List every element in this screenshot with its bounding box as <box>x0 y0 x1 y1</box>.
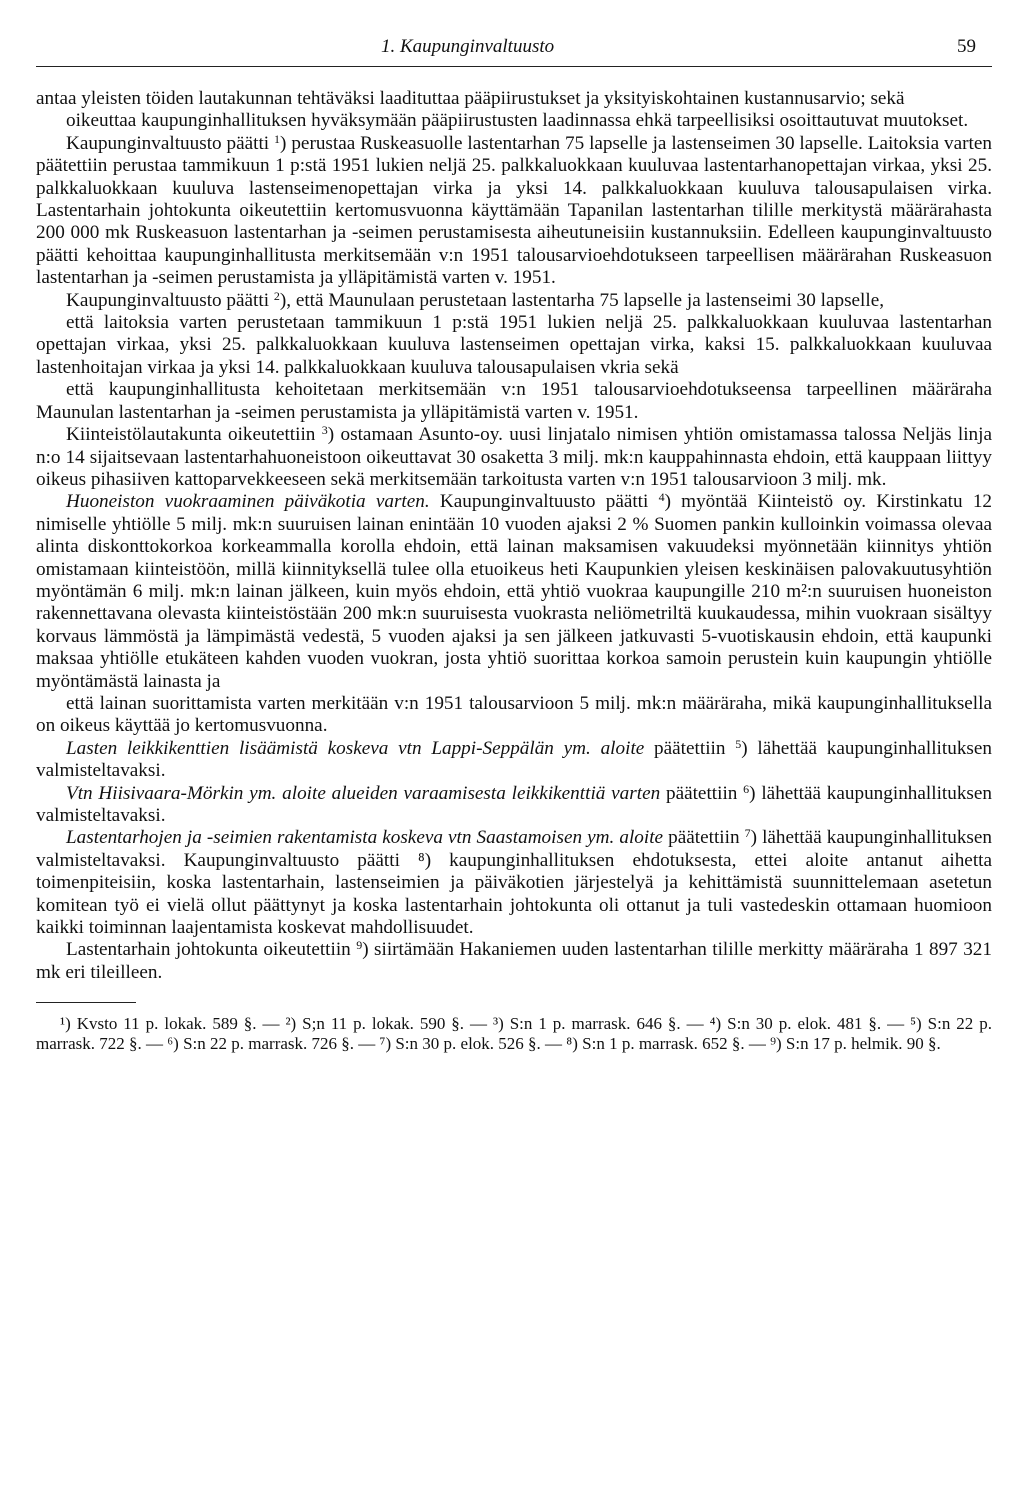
footnotes <box>36 1014 992 1053</box>
footnote-text: ¹) Kvsto 11 p. lokak. 589 §. — ²) S;n 11 p. lokak. 590 §. — ³) S:n 1 p. marrask. 646 §. — ⁴) S:n 30 p. elok. 481 §. — ⁵) S:n 22 p. marrask. 722 §. — ⁶) S:n 22 p. marrask. 726 §. — ⁷) S:n 30 p. elok. 526 §. — ⁸) S:n 1 p. marrask. 652 §. — ⁹) S:n 17 p. helmik. 90 §. <box>36 1014 992 1053</box>
paragraph: Lasten leikkikenttien lisäämistä koskeva vtn Lappi-Seppälän ym. aloite päätettiin $^5$) lähettää kaupunginhallituksen valmisteltavaksi. <box>36 736 992 782</box>
body-text <box>36 88 992 984</box>
paragraph: Kiinteistölautakunta oikeutettiin $^3$) ostamaan Asunto-oy. uusi linjatalo nimisen yhtiön omistamassa talossa Neljäs linja n:o 14 sijaitsevaan lastentarhahuoneistoon oikeuttavat 30 osaketta 3 milj. mk:n kauppahinnasta ehdoin, että kauppaan liittyy oikeus pihasiiven kattoparvekkeeseen sekä merkitsemään tarkoitusta varten v:n 1951 talousarvioon 3 milj. mk. <box>36 423 992 490</box>
paragraph: Kaupunginvaltuusto päätti $^1$) perustaa Ruskeasuolle lastentarhan 75 lapselle ja lastenseimen 30 lapselle. Laitoksia varten päätettiin perustaa tammikuun 1 p:stä 1951 lukien neljä 25. palkkaluokkaan kuuluvaa lastentarhanopettajan virkaa, yksi 25. palkkaluokkaan kuuluva lastenseimenopettajan virka ja yksi 14. palkkaluokkaan kuuluva talousapulaisen virka. Lastentarhain johtokunta oikeutettiin kertomusvuonna käyttämään Tapanilan lastentarhan tilille merkitystä määrärahasta 200 000 mk Ruskeasuon lastentarhan ja -seimen perustamisesta aiheutuneisiin kustannuksiin. Edelleen kaupunginvaltuusto päätti kehoittaa kaupunginhallitusta merkitsemään v:n 1951 talousarvioehdotukseen tarpeellisen määrärahan Ruskeasuon lastentarhan ja -seimen perustamista ja ylläpitämistä varten v. 1951. <box>36 131 992 289</box>
page-header <box>36 36 992 66</box>
paragraph: että lainan suorittamista varten merkitään v:n 1951 talousarvioon 5 milj. mk:n määräraha, mikä kaupunginhallituksella on oikeus käyttää jo kertomusvuonna. <box>36 692 992 737</box>
paragraph: Huoneiston vuokraaminen päiväkotia varten. Kaupunginvaltuusto päätti $^4$) myöntää Kiinteistö oy. Kirstinkatu 12 nimiselle yhtiölle 5 milj. mk:n suuruisen lainan enintään 10 vuoden ajaksi 2 % Suomen pankin kulloinkin voimassa olevaa alinta diskonttokorkoa korkeammalla korolla ehdoin, että lainan maksamisen vakuudeksi myönnetään kiinnitys yhtiön omistamaan kiinteistöön, millä kiinnityksellä tulee olla etuoikeus heti Kaupunkien yleisen keskinäisen palovakuutusyhtiön myöntämän 6 milj. mk:n lainan jälkeen, kuin myös ehdoin, että yhtiö vuokraa kaupungille 210 m²:n suuruisen huoneiston rakennettavana olevasta kiinteistöstään 200 mk:n suuruisesta vuokrasta neliömetriltä kuukaudessa, mihin vuokraan sisältyy korvaus lämmöstä ja lämpimästä vedestä, 5 vuoden ajaksi ja sen jälkeen jatkuvasti 5-vuotiskausin ehdoin, että kaupunki maksaa yhtiölle etukäteen kahden vuoden vuokran, josta yhtiö suorittaa korkoa samoin perustein kuin kaupungin yhtiölle myöntämästä lainasta ja <box>36 490 993 692</box>
paragraph: antaa yleisten töiden lautakunnan tehtäväksi laadituttaa pääpiirustukset ja yksityiskohtainen kustannusarvio; sekä <box>36 88 905 109</box>
header-rule <box>36 66 992 67</box>
paragraph: Kaupunginvaltuusto päätti $^2$), että Maunulaan perustetaan lastentarha 75 lapselle ja lastenseimi 30 lapselle, <box>66 288 885 311</box>
paragraph: Lastentarhain johtokunta oikeutettiin $^9$) siirtämään Hakaniemen uuden lastentarhan tilille merkitty määräraha 1 897 321 mk eri tileilleen. <box>36 938 992 983</box>
paragraph: oikeuttaa kaupunginhallituksen hyväksymään pääpiirustusten laadinnassa ehkä tarpeellisiksi osoittautuvat muutokset. <box>66 110 969 132</box>
running-title: 1. Kaupunginvaltuusto <box>381 36 555 57</box>
paragraph: että laitoksia varten perustetaan tammikuun 1 p:stä 1951 lukien neljä 25. palkkaluokkaan kuuluvaa lastentarhan opettajan virkaa, yksi 25. palkkaluokkaan kuuluva lastenseimen opettajan virka, kaksi 15. palkkaluokkaan kuuluvaa lastenhoitajan virkaa ja yksi 14. palkkaluokkaan kuuluva talousapulaisen vkria sekä <box>36 312 992 378</box>
footnote-rule <box>36 1002 136 1003</box>
paragraph: Lastentarhojen ja -seimien rakentamista koskeva vtn Saastamoisen ym. aloite päätettiin $^7$) lähettää kaupunginhallituksen valmisteltavaksi. Kaupunginvaltuusto päätti ⁸) kaupunginhallituksen ehdotuksesta, ettei aloite antanut aihetta toimenpiteisiin, koska lastentarhain, lastenseimien ja päiväkotien järjestelyä ja kehittämistä suunnittelemaan asetetun komitean työ ei vielä ollut päättynyt ja koska lastentarhain johtokunta oli ottanut ja tuli vastedeskin ottamaan huomioon kaikki toiminnan laajentamista koskevat mahdollisuudet. <box>36 826 992 939</box>
paragraph: että kaupunginhallitusta kehoitetaan merkitsemään v:n 1951 talousarvioehdotukseensa tarpeellinen määräraha Maunulan lastentarhan ja -seimen perustamista ja ylläpitämistä varten v. 1951. <box>36 379 992 423</box>
page-number: 59 <box>957 36 976 57</box>
paragraph: Vtn Hiisivaara-Mörkin ym. aloite alueiden varaamisesta leikkikenttiä varten päätettiin $^6$) lähettää kaupunginhallituksen valmisteltavaksi. <box>36 781 992 826</box>
